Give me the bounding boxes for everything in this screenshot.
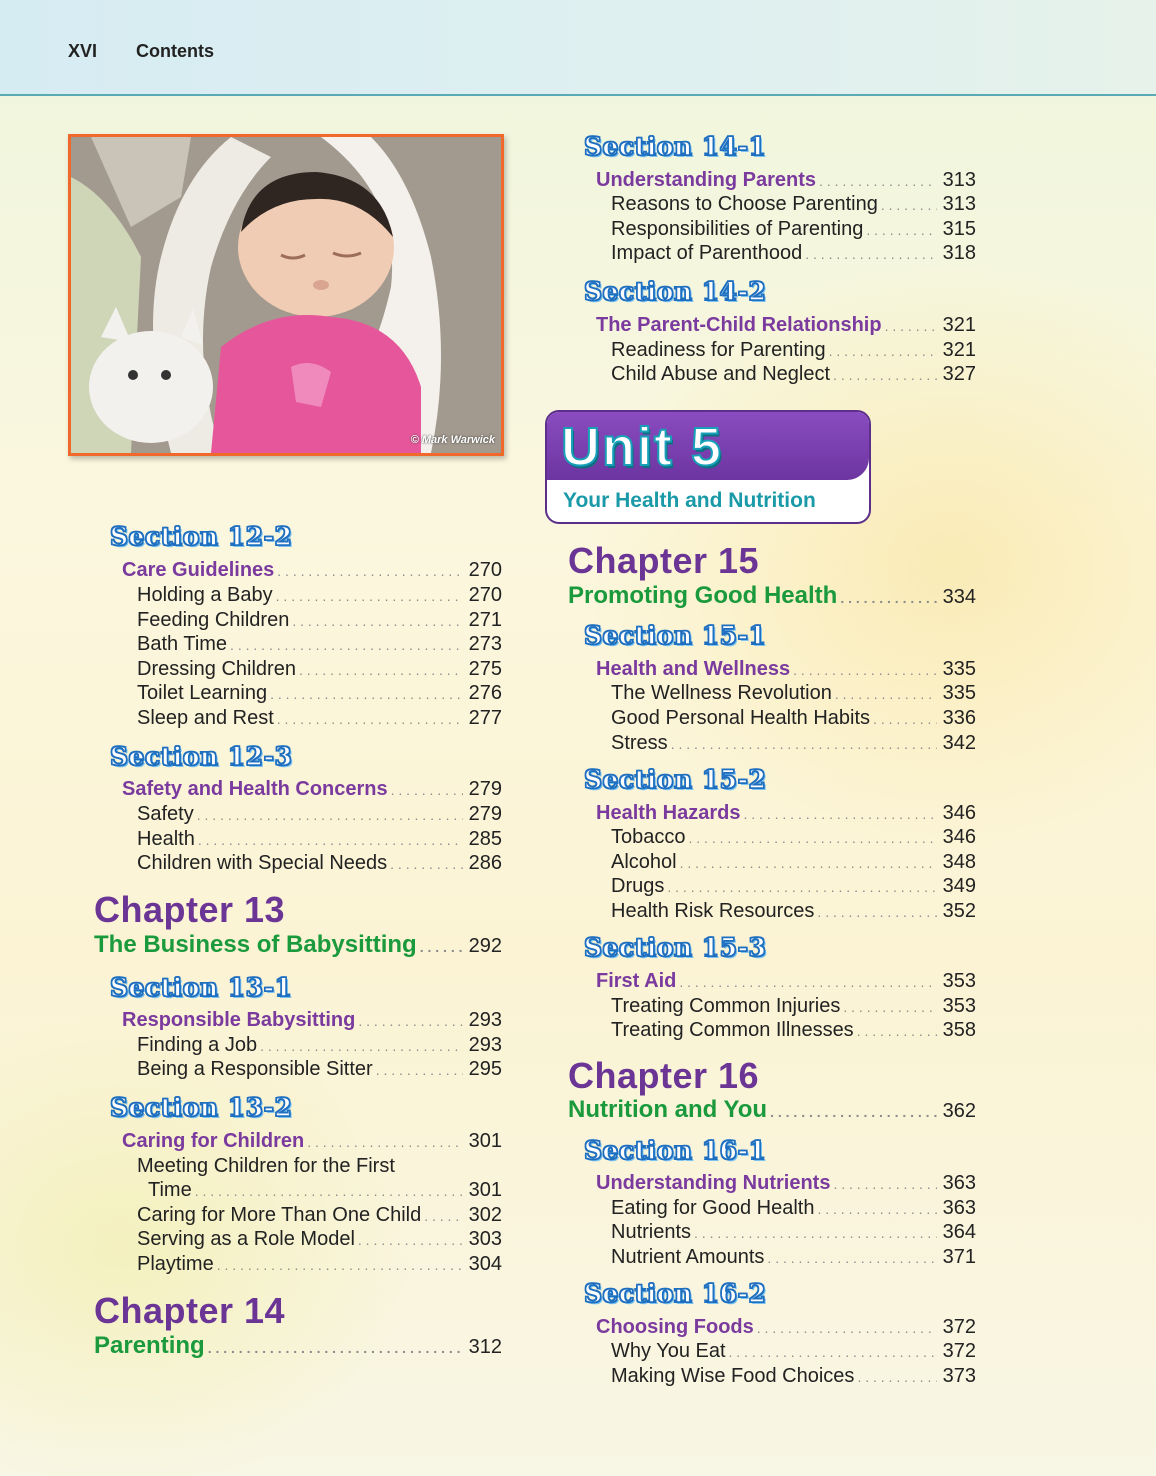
toc-entry-title: Dressing Children (137, 658, 296, 680)
toc-entry-page: 303 (468, 1228, 502, 1250)
toc-entry-title: Bath Time (137, 633, 228, 655)
toc-entry-page: 363 (942, 1172, 976, 1194)
toc-entry[interactable] (137, 706, 502, 731)
toc-entry[interactable] (611, 1364, 976, 1389)
toc-entry-title: Making Wise Food Choices (611, 1365, 855, 1387)
toc-entry-title: Feeding Children (137, 609, 290, 631)
unit-5-banner (545, 410, 871, 524)
toc-entry-title: Holding a Baby (137, 584, 273, 606)
toc-entry-title: Health Risk Resources (611, 900, 815, 922)
toc-entry-page: 292 (468, 935, 502, 957)
toc-entry-title: Treating Common Injuries (611, 995, 841, 1017)
toc-entry[interactable] (611, 1245, 976, 1270)
toc-entry-page: 348 (942, 851, 976, 873)
page-number: XVI (68, 41, 98, 61)
toc-entry-title: Care Guidelines (122, 559, 275, 581)
section-13-1-label: Section 13-1 (110, 973, 293, 1002)
toc-entry-title: Health (137, 828, 195, 850)
toc-entry[interactable] (611, 850, 976, 875)
toc-entry-title: Health and Wellness (596, 658, 791, 680)
toc-entry-title: Treating Common Illnesses (611, 1019, 854, 1041)
toc-entry[interactable] (611, 217, 976, 242)
toc-entry-page: 327 (942, 363, 976, 385)
toc-entry-title: Responsible Babysitting (122, 1009, 356, 1031)
toc-entry[interactable] (611, 192, 976, 217)
toc-chapter-15-title[interactable] (568, 584, 976, 610)
toc-entry[interactable] (137, 657, 502, 682)
toc-entry-title: Readiness for Parenting (611, 339, 826, 361)
toc-entry-title: Caring for Children (122, 1130, 305, 1152)
toc-entry-page: 346 (942, 802, 976, 824)
toc-entry-page: 336 (942, 707, 976, 729)
section-14-1-label: Section 14-1 (584, 132, 767, 161)
toc-entry-title: Drugs (611, 875, 665, 897)
toc-entry-title: Stress (611, 732, 668, 754)
toc-entry-page: 371 (942, 1246, 976, 1268)
toc-entry[interactable] (137, 1227, 502, 1252)
toc-chapter-16-title[interactable] (568, 1098, 976, 1124)
chapter-14-label: Chapter 14 (94, 1290, 286, 1331)
toc-entry[interactable] (611, 681, 976, 706)
toc-entry-title: Serving as a Role Model (137, 1228, 355, 1250)
toc-entry-page: 295 (468, 1058, 502, 1080)
toc-entry-title: Eating for Good Health (611, 1197, 815, 1219)
toc-entry[interactable] (611, 1220, 976, 1245)
toc-entry[interactable] (611, 338, 976, 363)
toc-entry[interactable] (611, 1339, 976, 1364)
toc-entry-caring-for-children[interactable] (122, 1129, 502, 1154)
toc-entry-title: Toilet Learning (137, 682, 268, 704)
toc-entry-page: 293 (468, 1034, 502, 1056)
toc-entry[interactable] (137, 851, 502, 876)
toc-entry-title: The Business of Babysitting (94, 931, 417, 958)
toc-entry-page: 301 (468, 1179, 502, 1201)
toc-entry-title: Good Personal Health Habits (611, 707, 871, 729)
toc-entry-title: Alcohol (611, 851, 677, 873)
toc-entry-page: 334 (942, 586, 976, 608)
toc-entry-page: 315 (942, 218, 976, 240)
toc-entry-care-guidelines[interactable] (122, 558, 502, 583)
toc-entry[interactable] (137, 1154, 502, 1178)
toc-entry-page: 279 (468, 778, 502, 800)
toc-entry-title: Nutrition and You (568, 1096, 768, 1123)
toc-entry-page: 302 (468, 1204, 502, 1226)
toc-entry-title: The Parent-Child Relationship (596, 314, 882, 336)
toc-entry-safety-health[interactable] (122, 777, 502, 802)
toc-entry-page: 286 (468, 852, 502, 874)
toc-entry[interactable] (137, 583, 502, 608)
toc-entry-page: 313 (942, 193, 976, 215)
toc-entry[interactable] (611, 706, 976, 731)
toc-entry-title: Finding a Job (137, 1034, 258, 1056)
toc-entry-page: 353 (942, 995, 976, 1017)
toc-entry-page: 277 (468, 707, 502, 729)
toc-entry[interactable] (611, 874, 976, 899)
section-12-2-label: Section 12-2 (110, 522, 293, 551)
toc-entry-page: 279 (468, 803, 502, 825)
toc-entry-title: Meeting Children for the First (137, 1155, 395, 1177)
toc-entry[interactable] (611, 994, 976, 1019)
photo-credit: © Mark Warwick (410, 434, 495, 446)
toc-entry-title: Safety and Health Concerns (122, 778, 388, 800)
toc-entry-page: 372 (942, 1316, 976, 1338)
toc-entry-page: 271 (468, 609, 502, 631)
section-16-2-label: Section 16-2 (584, 1279, 767, 1308)
toc-entry[interactable] (611, 362, 976, 387)
chapter-16-label: Chapter 16 (568, 1055, 760, 1096)
toc-entry-title: Responsibilities of Parenting (611, 218, 864, 240)
toc-entry[interactable] (137, 1057, 502, 1082)
toc-entry-understanding-nutrients[interactable] (596, 1171, 976, 1196)
toc-entry-title: Why You Eat (611, 1340, 726, 1362)
unit-label: Unit 5 (561, 417, 724, 477)
section-14-2-label: Section 14-2 (584, 277, 767, 306)
section-13-2-label: Section 13-2 (110, 1093, 293, 1122)
toc-entry[interactable] (611, 1196, 976, 1221)
toc-entry[interactable] (137, 827, 502, 852)
section-12-3-label: Section 12-3 (110, 742, 293, 771)
section-15-3-label: Section 15-3 (584, 933, 767, 962)
toc-entry-page: 362 (942, 1100, 976, 1122)
toc-entry[interactable] (137, 681, 502, 706)
toc-entry-title: Nutrient Amounts (611, 1246, 765, 1268)
toc-entry-page: 364 (942, 1221, 976, 1243)
toc-entry[interactable] (137, 802, 502, 827)
toc-entry-title: Being a Responsible Sitter (137, 1058, 373, 1080)
toc-entry-title: The Wellness Revolution (611, 682, 832, 704)
toc-entry-title: Parenting (94, 1332, 205, 1359)
toc-entry-understanding-parents[interactable] (596, 168, 976, 193)
toc-entry-title: Time (148, 1179, 192, 1201)
toc-entry-page: 270 (468, 584, 502, 606)
toc-entry-page: 270 (468, 559, 502, 581)
toc-entry[interactable] (611, 1018, 976, 1043)
toc-entry-title: Sleep and Rest (137, 707, 274, 729)
toc-entry[interactable] (137, 1033, 502, 1058)
toc-entry-page: 335 (942, 658, 976, 680)
toc-entry-page: 276 (468, 682, 502, 704)
toc-entry-page: 312 (468, 1336, 502, 1358)
section-15-2-label: Section 15-2 (584, 765, 767, 794)
toc-entry-page: 301 (468, 1130, 502, 1152)
toc-entry-page: 304 (468, 1253, 502, 1275)
toc-entry[interactable] (611, 731, 976, 756)
page-title: Contents (136, 41, 214, 61)
toc-entry-first-aid[interactable] (596, 969, 976, 994)
toc-entry-page: 358 (942, 1019, 976, 1041)
toc-entry-page: 335 (942, 682, 976, 704)
toc-entry-title: Nutrients (611, 1221, 692, 1243)
toc-entry-title: Promoting Good Health (568, 582, 838, 609)
toc-entry-page: 372 (942, 1340, 976, 1362)
toc-entry-page: 321 (942, 314, 976, 336)
toc-entry-title: Children with Special Needs (137, 852, 388, 874)
toc-entry[interactable] (137, 1203, 502, 1228)
toc-entry-page: 313 (942, 169, 976, 191)
toc-chapter-14-title[interactable] (94, 1334, 502, 1360)
toc-entry-page: 285 (468, 828, 502, 850)
unit-subtitle: Your Health and Nutrition (563, 489, 816, 512)
toc-entry-title: Playtime (137, 1253, 214, 1275)
toc-entry-page: 275 (468, 658, 502, 680)
toc-entry-parent-child[interactable] (596, 313, 976, 338)
toc-entry-page: 342 (942, 732, 976, 754)
toc-entry-page: 373 (942, 1365, 976, 1387)
toc-entry[interactable] (137, 632, 502, 657)
chapter-13-label: Chapter 13 (94, 889, 286, 930)
toc-entry-title: Tobacco (611, 826, 686, 848)
toc-entry-page: 352 (942, 900, 976, 922)
baby-photo (68, 134, 504, 456)
toc-entry-page: 293 (468, 1009, 502, 1031)
toc-entry-health-wellness[interactable] (596, 657, 976, 682)
section-16-1-label: Section 16-1 (584, 1136, 767, 1165)
toc-entry-title: Health Hazards (596, 802, 741, 824)
toc-entry[interactable] (611, 241, 976, 266)
toc-entry[interactable] (137, 1252, 502, 1277)
toc-entry-page: 346 (942, 826, 976, 848)
toc-entry-title: Caring for More Than One Child (137, 1204, 422, 1226)
toc-chapter-13-title[interactable] (94, 933, 502, 959)
toc-entry[interactable] (148, 1178, 502, 1203)
toc-entry-page: 321 (942, 339, 976, 361)
toc-entry[interactable] (611, 825, 976, 850)
page-header (0, 0, 1156, 96)
toc-entry-page: 318 (942, 242, 976, 264)
toc-entry-title: Understanding Nutrients (596, 1172, 831, 1194)
section-15-1-label: Section 15-1 (584, 621, 767, 650)
toc-entry-responsible-babysitting[interactable] (122, 1008, 502, 1033)
toc-entry-title: First Aid (596, 970, 677, 992)
toc-entry-title: Safety (137, 803, 194, 825)
toc-entry[interactable] (137, 608, 502, 633)
toc-entry-page: 353 (942, 970, 976, 992)
toc-entry-page: 349 (942, 875, 976, 897)
toc-entry-title: Choosing Foods (596, 1316, 754, 1338)
toc-entry-title: Reasons to Choose Parenting (611, 193, 878, 215)
toc-entry[interactable] (611, 899, 976, 924)
toc-entry-choosing-foods[interactable] (596, 1315, 976, 1340)
toc-entry-page: 363 (942, 1197, 976, 1219)
toc-entry-page: 273 (468, 633, 502, 655)
toc-entry-title: Impact of Parenthood (611, 242, 803, 264)
toc-entry-title: Child Abuse and Neglect (611, 363, 831, 385)
toc-entry-title: Understanding Parents (596, 169, 817, 191)
chapter-15-label: Chapter 15 (568, 540, 760, 581)
toc-entry-health-hazards[interactable] (596, 801, 976, 826)
